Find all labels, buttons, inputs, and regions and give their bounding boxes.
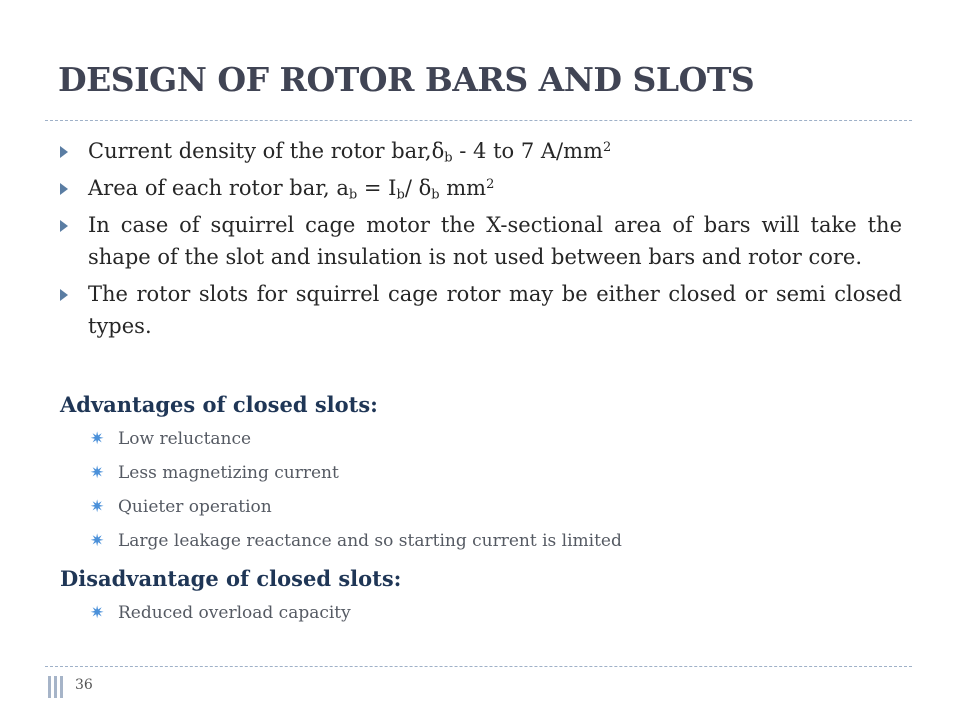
superscript: 2 xyxy=(602,139,612,155)
star-icon: ✷ xyxy=(90,463,105,483)
bullet-squirrel-cage-area xyxy=(60,209,902,273)
bullet-text: / δ xyxy=(404,176,432,200)
star-icon: ✷ xyxy=(90,531,105,551)
subscript: b xyxy=(396,187,405,203)
disadvantages-heading: Disadvantage of closed slots: xyxy=(60,566,402,591)
list-item xyxy=(90,596,351,630)
slide-title: DESIGN OF ROTOR BARS AND SLOTS xyxy=(58,60,755,99)
subscript: b xyxy=(348,187,358,203)
bullet-text: = I xyxy=(357,176,397,200)
bullet-text: Current density of the rotor bar,δ xyxy=(88,139,445,163)
list-item-label: Low reluctance xyxy=(118,429,252,449)
bullet-text: In case of squirrel cage motor the X-sectional area of bars will take the shape of the slot and insulation is not used between bars and rotor core. xyxy=(88,213,902,269)
bullet-list xyxy=(60,135,902,347)
list-item-label: Large leakage reactance and so starting current is limited xyxy=(118,531,622,551)
triangle-arrow-icon xyxy=(60,146,68,158)
star-icon: ✷ xyxy=(90,603,105,623)
disadvantages-list xyxy=(90,596,351,630)
bullet-text: The rotor slots for squirrel cage rotor may be either closed or semi closed types. xyxy=(88,282,902,338)
list-item-label: Less magnetizing current xyxy=(118,463,339,483)
bullet-text: Area of each rotor bar, a xyxy=(88,176,349,200)
triangle-arrow-icon xyxy=(60,289,68,301)
triangle-arrow-icon xyxy=(60,220,68,232)
list-item xyxy=(90,456,622,490)
list-item-label: Quieter operation xyxy=(118,497,272,517)
superscript: 2 xyxy=(486,176,495,192)
bullet-slot-types xyxy=(60,278,902,342)
star-icon: ✷ xyxy=(90,497,105,517)
title-divider xyxy=(45,120,912,121)
bullet-bar-area xyxy=(60,172,902,204)
list-item-label: Reduced overload capacity xyxy=(118,603,351,623)
bullet-current-density xyxy=(60,135,902,167)
page-number: 36 xyxy=(75,677,93,693)
advantages-list xyxy=(90,422,622,558)
list-item xyxy=(90,490,622,524)
footer-divider xyxy=(45,666,912,667)
subscript: b xyxy=(444,150,453,166)
advantages-heading: Advantages of closed slots: xyxy=(60,392,378,417)
triangle-arrow-icon xyxy=(60,183,68,195)
list-item xyxy=(90,524,622,558)
bullet-text: - 4 to 7 A/mm xyxy=(452,139,603,163)
list-item xyxy=(90,422,622,456)
bullet-text: mm xyxy=(439,176,487,200)
subscript: b xyxy=(431,187,440,203)
star-icon: ✷ xyxy=(90,429,105,449)
